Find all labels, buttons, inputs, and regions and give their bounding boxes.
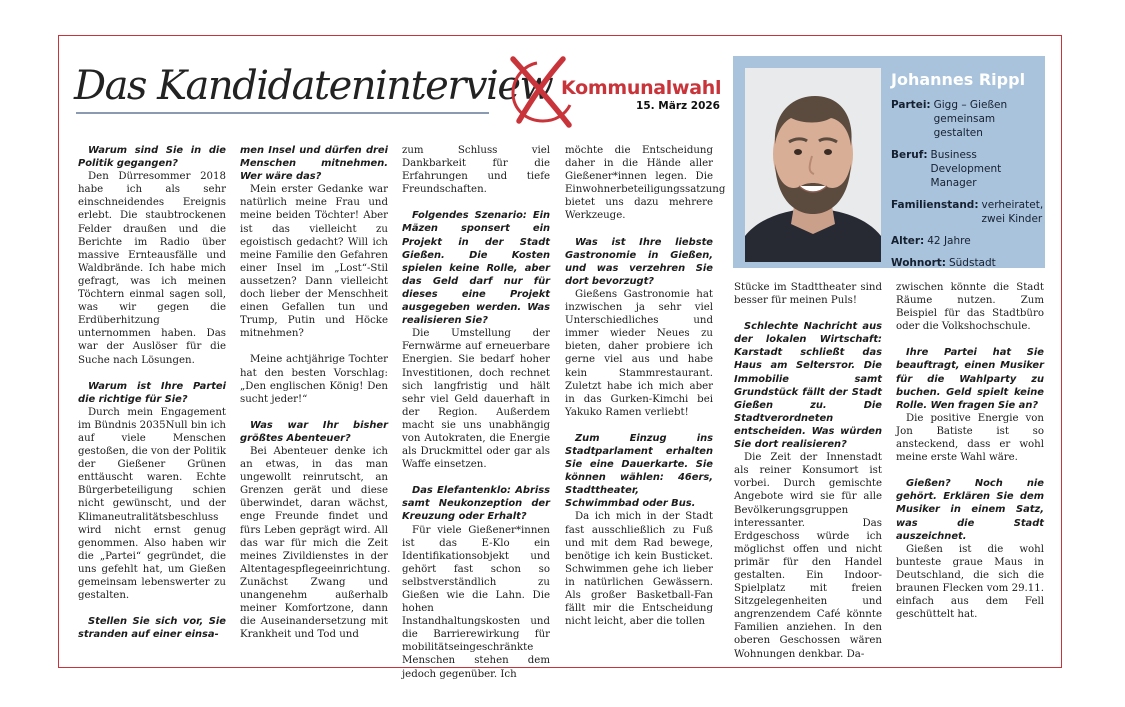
- portrait-illustration: [745, 68, 881, 262]
- interview-answer: Durch mein Engagement im Bündnis 2035Null bin ich auf viele Menschen gestoßen, die von der Politik der Gießener Grünen enttäuscht waren. Echte Bürgerbeteiligung schien nicht gewünscht, und der Klimaneutralitätsbeschluss wird nicht ernst genug genommen. Also haben wir die „Partei“ gegründet, die uns gefehlt hat, um Gießen gemeinsam lebenswerter zu gestalten.: [78, 406, 226, 602]
- interview-answer: Die Zeit der Innenstadt als reiner Konsumort ist vorbei. Durch gemischte Angebote wird sie für alle Bevölkerungsgruppen interessanter. Das Erdgeschoss würde ich möglichst offen und nicht primär für den Handel gestalten. Ein Indoor-Spielplatz mit freien Sitzgelegenheiten und angrenzendem Café könnte Familien anziehen. In den oberen Geschossen wären Wohnungen denkbar. Da-: [734, 452, 882, 660]
- fact-residence: [891, 256, 1041, 270]
- interview-question: Folgendes Szenario: Ein Mäzen sponsert ein Projekt in der Stadt Gießen. Die Kosten spielen keine Rolle, aber das Geld darf nur für dieses eine Projekt ausgegeben werden. Was realisieren Sie?: [402, 210, 550, 327]
- text-column-3: [402, 144, 550, 680]
- interview-answer: zwischen könnte die Stadt Räume nutzen. Zum Beispiel für das Stadtbüro oder die Volkshochschule.: [896, 282, 1044, 333]
- interview-answer: Den Dürresommer 2018 habe ich als sehr einschneidendes Ereignis erlebt. Die staubtrockenen Felder draußen und die Berichte im Radio über massive Ernteausfälle und Waldbrände. Ich habe mich gefragt, was ich meinen Töchtern einmal sagen soll, was wir gegen die Erdüberhitzung unternommen haben. Das war der Auslöser für die Suche nach Lösungen.: [78, 171, 226, 366]
- brand-label: Kommunalwahl: [561, 77, 722, 99]
- article-headline: Das Kandidateninterview: [74, 63, 553, 109]
- interview-answer: Gießens Gastronomie hat inzwischen ja sehr viel Unterschiedliches und immer wieder Neues zu bieten, daher probiere ich gerne viel aus und habe kein Stammrestaurant. Zuletzt habe ich mich aber in das Gurken-Kimchi bei Yakuko Ramen verliebt!: [565, 288, 713, 418]
- interview-answer: zum Schluss viel Dankbarkeit für die Erfahrungen und tiefe Freundschaften.: [402, 145, 550, 196]
- fact-label: Alter:: [891, 235, 925, 247]
- candidate-facts: [891, 98, 1044, 278]
- fact-label: Wohnort:: [891, 257, 946, 269]
- text-column-1: [78, 144, 226, 656]
- fact-marital-status: [891, 198, 1044, 226]
- candidate-name: Johannes Rippl: [891, 70, 1026, 89]
- interview-answer: Bei Abenteuer denke ich an etwas, in das man ungewollt reinrutscht, an Grenzen gerät und diese überwindet, daran wächst, enge Freunde findet und fürs Leben geprägt wird. All das war für mich die Zeit meines Zivildienstes in der Altentagespflegeeinrichtung. Zunächst Zwang und unangenehm außerhalb meiner Komfortzone, dann die Auseinandersetzung mit Krankheit und Tod und: [240, 445, 391, 641]
- fact-value: Südstadt: [948, 257, 996, 269]
- fact-value: verheiratet, zwei Kinder: [981, 199, 1044, 225]
- interview-question: Was ist Ihre liebste Gastronomie in Gießen, und was verzehren Sie dort bevorzugt?: [565, 236, 713, 287]
- fact-label: Beruf:: [891, 149, 928, 161]
- fact-party: [891, 98, 1041, 140]
- text-column-2: [240, 144, 391, 656]
- interview-answer: Meine achtjährige Tochter hat den besten Vorschlag: „Den englischen König! Den sucht jeder!“: [240, 354, 388, 405]
- candidate-photo: [745, 68, 881, 262]
- fact-job: [891, 148, 1041, 190]
- interview-question: Stellen Sie sich vor, Sie stranden auf einer einsa-: [78, 616, 226, 641]
- interview-answer: möchte die Entscheidung daher in die Hände aller Gießener*innen legen. Die Einwohnerbeteiligungssatzung bietet uns dazu mehrere Werkzeuge.: [565, 145, 726, 222]
- fact-value: 42 Jahre: [927, 235, 971, 247]
- interview-question: Das Elefantenklo: Abriss samt Neukonzeption der Kreuzung oder Erhalt?: [402, 485, 550, 523]
- candidate-profile-box: [733, 56, 1045, 268]
- text-column-5: [734, 281, 882, 660]
- fact-label: Partei:: [891, 99, 931, 111]
- interview-question: Zum Einzug ins Stadtparlament erhalten Sie eine Dauerkarte. Sie können wählen: 46ers, Stadttheater, Schwimmbad oder Bus.: [565, 432, 713, 510]
- interview-answer: Stücke im Stadttheater sind besser für meinen Puls!: [734, 282, 882, 307]
- interview-answer: Da ich mich in der Stadt fast ausschließlich zu Fuß und mit dem Rad bewege, benötige ich kein Busticket. Schwimmen gehe ich lieber in natürlichen Gewässern. Als großer Basketball-Fan fällt mir die Entscheidung nicht leicht, aber die tollen: [565, 511, 713, 628]
- interview-question: Gießen? Noch nie gehört. Erklären Sie dem Musiker in einem Satz, was die Stadt auszeichnet.: [896, 478, 1044, 542]
- fact-value: Gigg – Gießen gemeinsam gestalten: [933, 99, 1008, 139]
- interview-answer: Die positive Energie von Jon Batiste ist so ansteckend, dass er wohl meine erste Wahl wäre.: [896, 412, 1044, 464]
- interview-question: men Insel und dürfen drei Menschen mitnehmen. Wer wäre das?: [240, 145, 388, 183]
- interview-question: Warum sind Sie in die Politik gegangen?: [78, 145, 226, 170]
- interview-answer: Gießen ist die wohl bunteste graue Maus in Deutschland, die sich die braunen Flecken vom 29.11. einfach aus dem Fell geschüttelt hat.: [896, 543, 1044, 621]
- interview-answer: Die Umstellung der Fernwärme auf erneuerbare Energien. Sie bedarf hoher Investitionen, doch rechnet sich langfristig und hält sehr viel Geld dauerhaft in der Region. Außerdem macht sie uns unabhängig von Autokraten, die Energie als Druckmittel oder gar als Waffe einsetzen.: [402, 328, 550, 471]
- election-date: 15. März 2026: [636, 100, 720, 112]
- interview-question: Was war Ihr bisher größtes Abenteuer?: [240, 419, 388, 444]
- fact-value: Business Development Manager: [930, 149, 1002, 189]
- fact-label: Familienstand:: [891, 199, 979, 211]
- fact-age: [891, 234, 1041, 248]
- interview-question: Ihre Partei hat Sie beauftragt, einen Musiker für die Wahlparty zu buchen. Geld spielt keine Rolle. Wen fragen Sie an?: [896, 347, 1044, 411]
- interview-answer: Mein erster Gedanke war natürlich meine Frau und meine beiden Töchter! Aber ist das vielleicht zu egoistisch gedacht? Will ich meine Familie den Gefahren einer Insel im „Lost“-Stil aussetzen? Dann vielleicht doch lieber der Menschheit einen Gefallen tun und Trump, Putin und Höcke mitnehmen?: [240, 184, 388, 340]
- interview-question: Schlechte Nachricht aus der lokalen Wirtschaft: Karstadt schließt das Haus am Seltersтor. Die Immobilie samt Grundstück fällt der Stadt Gießen zu. Die Stadtverordneten entscheiden. Was würden Sie dort realisieren?: [734, 321, 882, 451]
- interview-answer: Für viele Gießener*innen ist das E-Klo ein Identifikationsobjekt und gehört fast schon so selbstverständlich zu Gießen wie die Lahn. Die hohen Instandhaltungskosten und die Barrierewirkung für mobilitätseingeschränkte Menschen stehen dem jedoch gegenüber. Ich: [402, 524, 550, 680]
- headline-rule: [76, 112, 489, 114]
- text-column-6: [896, 281, 1044, 656]
- text-column-4: [565, 144, 726, 656]
- interview-question: Warum ist Ihre Partei die richtige für Sie?: [78, 380, 226, 405]
